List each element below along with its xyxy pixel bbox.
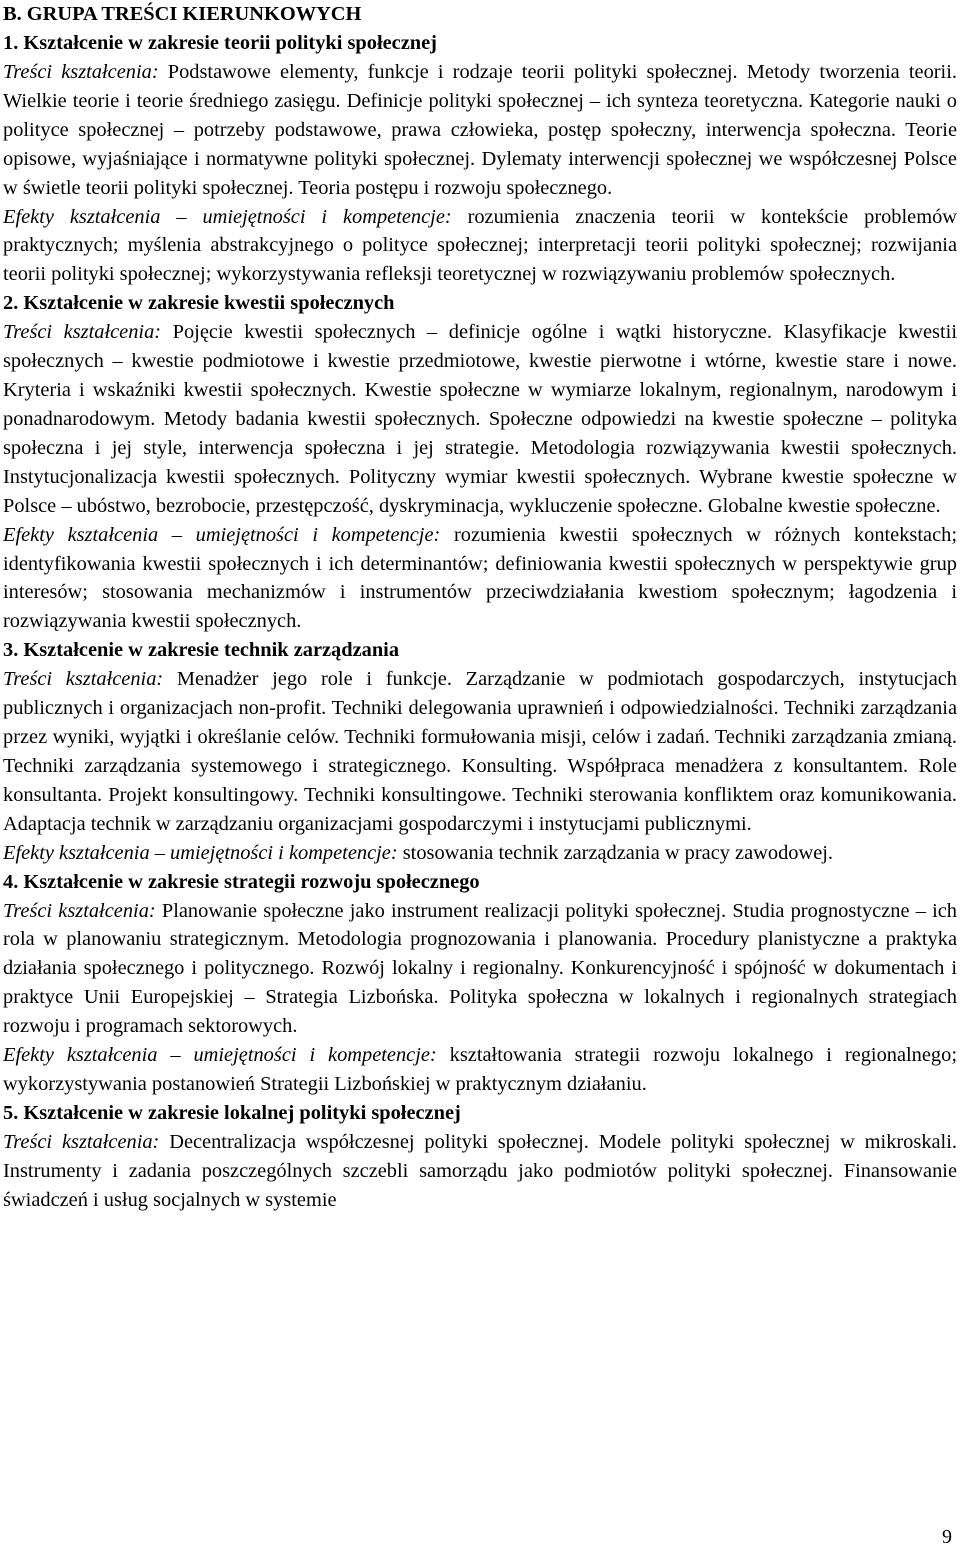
- page-number: 9: [942, 1526, 952, 1548]
- effects-text: kształtowania strategii rozwoju lokalnego i regionalnego; wykorzystywania postanowień Strategii Lizbońskiej w praktycznym działaniu.: [3, 1044, 957, 1095]
- content-text: Menadżer jego role i funkcje. Zarządzanie w podmiotach gospodarczych, instytucjach publicznych i organizacjach non-profit. Techniki delegowania uprawnień i odpowiedzialności. Techniki zarządzania przez wyniki, wyjątki i określanie celów. Techniki formułowania misji, celów i zadań. Techniki zarządzania zmianą. Techniki zarządzania systemowego i strategicznego. Konsulting. Współpraca menadżera z konsultantem. Role konsultanta. Projekt konsultingowy. Techniki konsultingowe. Techniki sterowania konfliktem oraz komunikowania. Adaptacja technik w zarządzaniu organizacjami gospodarczymi i instytucjami publicznymi.: [3, 668, 958, 835]
- section-content: [3, 897, 957, 1042]
- section-3: [3, 636, 957, 867]
- section-4: [3, 868, 957, 1099]
- content-label: Treści kształcenia:: [3, 61, 159, 83]
- content-label: Treści kształcenia:: [3, 668, 164, 691]
- content-text: Podstawowe elementy, funkcje i rodzaje teorii polityki społecznej. Metody tworzenia teorii. Wielkie teorie i teorie średniego zasięgu. Definicje polityki społecznej – ich synteza teoretyczna. Kategorie nauki o polityce społecznej – potrzeby podstawowe, prawa człowieka, postęp społeczny, interwencja społeczna. Teorie opisowe, wyjaśniające i normatywne polityki społecznej. Dylematy interwencji społecznej we współczesnej Polsce w świetle teorii polityki społecznej. Teoria postępu i rozwoju społecznego.: [3, 61, 957, 199]
- content-text: Planowanie społeczne jako instrument realizacji polityki społecznej. Studia prognostyczne – ich rola w planowaniu strategicznym. Metodologia prognozowania i planowania. Procedury planistyczne a praktyka działania społecznego i politycznego. Rozwój lokalny i regionalny. Konkurencyjność i spójność w dokumentach i praktyce Unii Europejskiej – Strategia Lizbońska. Polityka społeczna w lokalnych i regionalnych strategiach rozwoju i programach sektorowych.: [3, 899, 958, 1038]
- effects-label: Efekty kształcenia – umiejętności i kompetencje:: [3, 523, 441, 546]
- section-5: [3, 1099, 957, 1215]
- section-effects: [3, 521, 957, 637]
- section-title: 4. Kształcenie w zakresie strategii rozwoju społecznego: [3, 870, 480, 893]
- effects-label: Efekty kształcenia – umiejętności i kompetencje:: [3, 205, 452, 228]
- section-title: 2. Kształcenie w zakresie kwestii społecznych: [3, 292, 395, 315]
- content-label: Treści kształcenia:: [3, 899, 156, 922]
- content-text: Decentralizacja współczesnej polityki społecznej. Modele polityki społecznej w mikroskali. Instrumenty i zadania poszczególnych szczebli samorządu jako podmiotów polityki społecznej. Finansowanie świadczeń i usług socjalnych w systemie: [3, 1130, 957, 1211]
- section-content: [3, 1128, 957, 1215]
- section-effects: [3, 839, 957, 868]
- section-content: [3, 58, 957, 203]
- section-2: [3, 289, 957, 636]
- effects-text: stosowania technik zarządzania w pracy zawodowej.: [397, 841, 834, 864]
- effects-label: Efekty kształcenia – umiejętności i kompetencje:: [3, 841, 398, 864]
- section-title: 5. Kształcenie w zakresie lokalnej polityki społecznej: [3, 1101, 461, 1124]
- effects-text: rozumienia znaczenia teorii w kontekście problemów praktycznych; myślenia abstrakcyjnego o polityce społecznej; interpretacji teorii polityki społecznej; rozwijania teorii polityki społecznej; wykorzystywania refleksji teoretycznej w rozwiązywaniu problemów społecznych.: [3, 205, 957, 286]
- content-text: Pojęcie kwestii społecznych – definicje ogólne i wątki historyczne. Klasyfikacje kwestii społecznych – kwestie podmiotowe i kwestie przedmiotowe, kwestie pierwotne i wtórne, kwestie stare i nowe. Kryteria i wskaźniki kwestii społecznych. Kwestie społeczne w wymiarze lokalnym, regionalnym, narodowym i ponadnarodowym. Metody badania kwestii społecznych. Społeczne odpowiedzi na kwestie społeczne – polityka społeczna i jej style, interwencja społeczna i jej strategie. Metodologia rozwiązywania kwestii społecznych. Instytucjonalizacja kwestii społecznych. Polityczny wymiar kwestii społecznych. Wybrane kwestie społeczne w Polsce – ubóstwo, bezrobocie, przestępczość, dyskryminacja, wykluczenie społeczne. Globalne kwestie społeczne.: [3, 321, 957, 517]
- section-effects: [3, 203, 957, 290]
- group-heading: B. GRUPA TREŚCI KIERUNKOWYCH: [3, 3, 362, 25]
- section-content: [3, 318, 957, 520]
- effects-text: rozumienia kwestii społecznych w różnych kontekstach; identyfikowania kwestii społecznych i ich determinantów; definiowania kwestii społecznych w perspektywie grup interesów; stosowania mechanizmów i instrumentów przeciwdziałania kwestiom społecznym; łagodzenia i rozwiązywania kwestii społecznych.: [3, 523, 957, 633]
- section-effects: [3, 1041, 957, 1099]
- section-content: [3, 665, 957, 838]
- effects-label: Efekty kształcenia – umiejętności i kompetencje:: [3, 1044, 437, 1067]
- section-1: [3, 29, 957, 289]
- section-title: 3. Kształcenie w zakresie technik zarządzania: [3, 639, 400, 662]
- section-title: 1. Kształcenie w zakresie teorii polityki społecznej: [3, 32, 437, 54]
- content-label: Treści kształcenia:: [3, 321, 162, 344]
- document-page: [3, 0, 957, 1215]
- content-label: Treści kształcenia:: [3, 1130, 160, 1153]
